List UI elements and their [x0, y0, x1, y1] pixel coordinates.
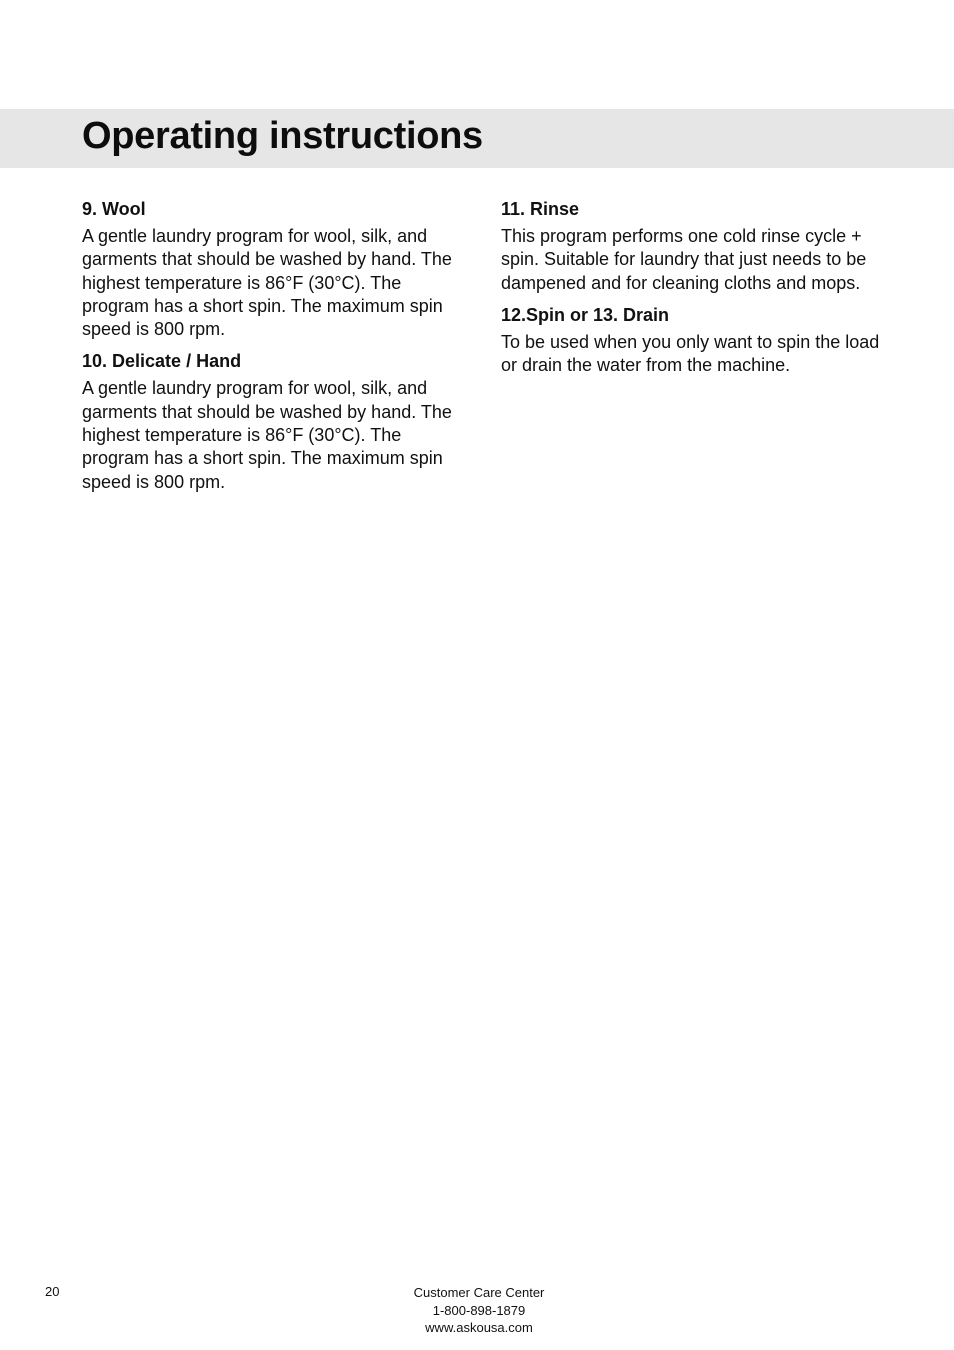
section-heading: 10. Delicate / Hand — [82, 351, 242, 372]
section-body: A gentle laundry program for wool, silk, and garments that should be washed by hand. The highest temperature is 86°F (30°C). The program has a short spin. The maximum spin speed is 800 rpm. — [82, 226, 452, 340]
section-body: This program performs one cold rinse cycle + spin. Suitable for laundry that just needs to be dampened and for cleaning cloths and mops. — [501, 226, 867, 293]
section-spin-drain — [501, 304, 881, 378]
section-heading: 11. Rinse — [501, 199, 580, 219]
section-heading: 9. Wool — [82, 199, 146, 219]
contact-website: www.askousa.com — [425, 1320, 533, 1335]
page-number: 20 — [45, 1284, 60, 1299]
section-heading: 12.Spin or 13. Drain — [501, 304, 670, 325]
page-title: Operating instructions — [82, 115, 483, 157]
section-wool — [82, 198, 462, 341]
section-body: To be used when you only want to spin the load or drain the water from the machine. — [501, 331, 880, 376]
right-column — [501, 198, 881, 386]
contact-phone: 1-800-898-1879 — [432, 1302, 526, 1318]
section-delicate-hand — [82, 350, 462, 493]
section-rinse — [501, 198, 881, 295]
left-column — [82, 198, 462, 503]
contact-title: Customer Care Center — [413, 1285, 545, 1300]
section-body: A gentle laundry program for wool, silk, and garments that should be washed by hand. The highest temperature is 86°F (30°C). The program has a short spin. The maximum spin speed is 800 rpm. — [82, 378, 452, 492]
footer-contact — [379, 1284, 579, 1337]
